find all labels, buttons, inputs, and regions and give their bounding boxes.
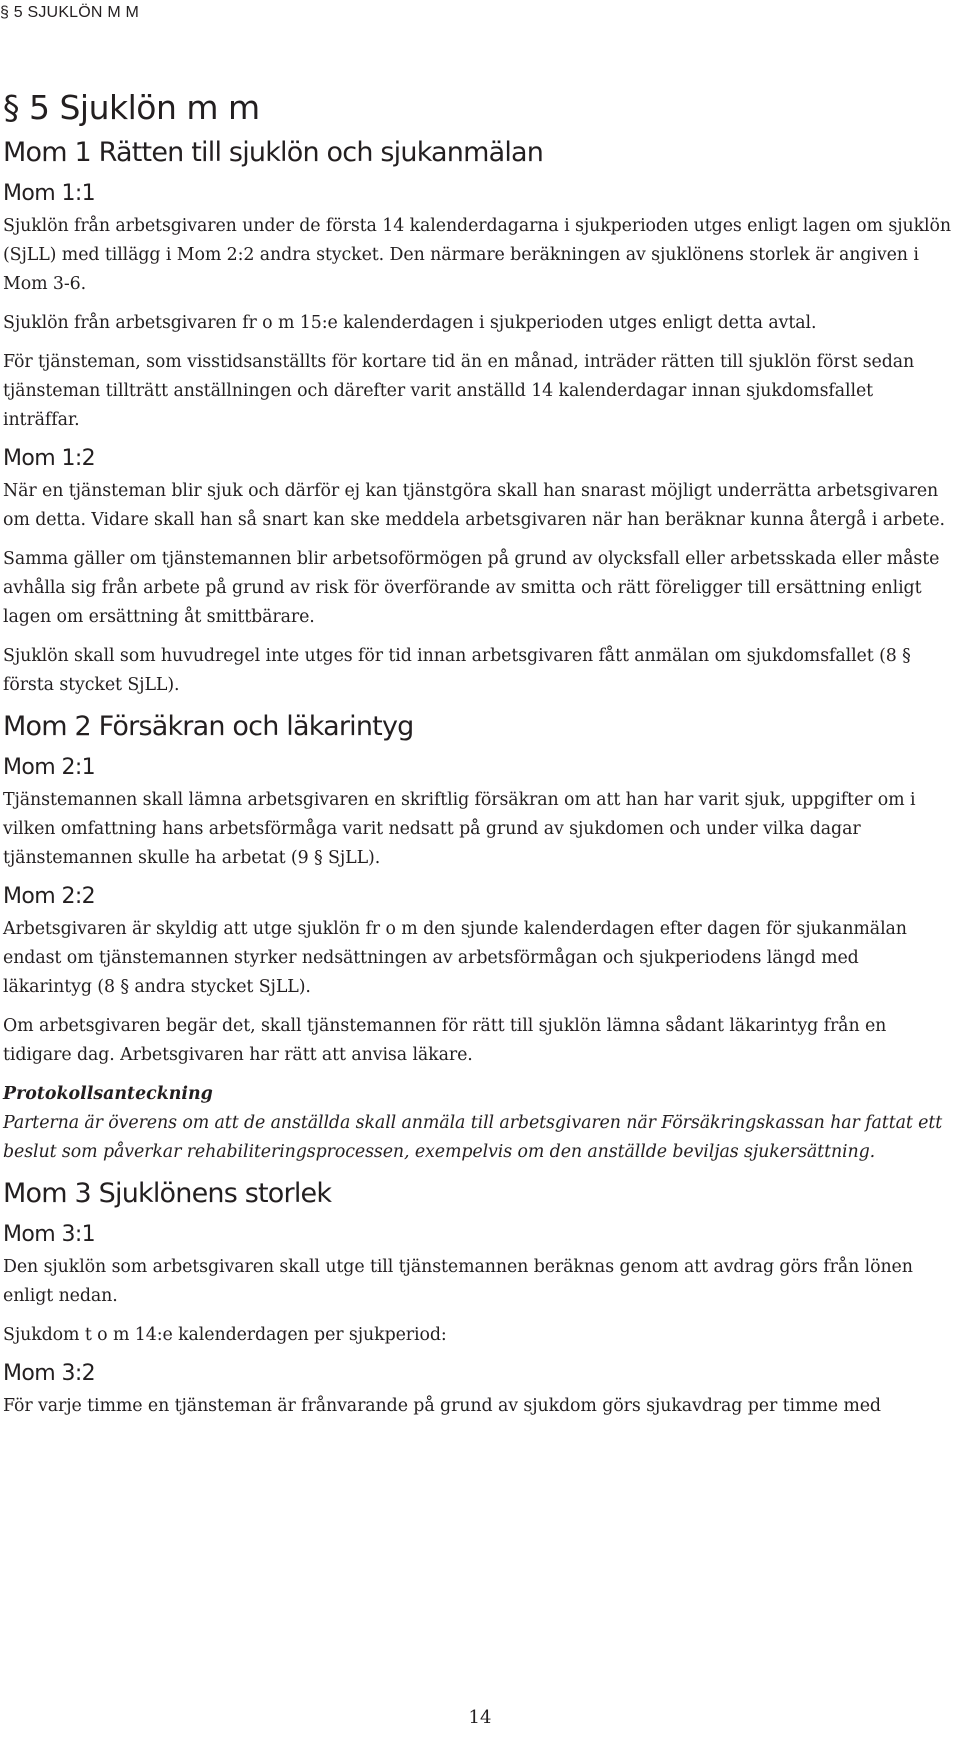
mom1-2-heading: Mom 1:2 [3,446,96,471]
mom2-1-paragraph: Tjänstemannen skall lämna arbetsgivaren en skriftlig försäkran om att han har varit sjuk, uppgifter om i vilken omfattning hans arbetsförmåga varit nedsatt på grund av sjukdomen och under vilka dagar tjänstemannen skulle ha arbetat (9 § SjLL). [3,790,916,868]
mom2-2-paragraph: Arbetsgivaren är skyldig att utge sjuklön fr o m den sjunde kalenderdagen efter dagen för sjukanmälan endast om tjänstemannen styrker nedsättningen av arbetsförmågan och sjukperiodens längd med läkarintyg (8 § andra stycket SjLL). [3,919,907,997]
mom1-1-paragraph: Sjuklön från arbetsgivaren under de första 14 kalenderdagarna i sjukperioden utges enligt lagen om sjuklön (SjLL) med tillägg i Mom 2:2 andra stycket. Den närmare beräkningen av sjuklönens storlek är angiven i Mom 3-6. [3,216,951,294]
mom2-2-paragraph: Om arbetsgivaren begär det, skall tjänstemannen för rätt till sjuklön lämna sådant läkarintyg från en tidigare dag. Arbetsgivaren har rätt att anvisa läkare. [3,1016,887,1065]
mom2-2-heading: Mom 2:2 [3,884,96,909]
mom3-1-paragraph: Den sjuklön som arbetsgivaren skall utge till tjänstemannen beräknas genom att avdrag görs från lönen enligt nedan. [3,1257,913,1306]
mom3-heading: Mom 3 Sjuklönens storlek [3,1178,332,1209]
protocol-note-title: Protokollsanteckning [3,1084,213,1104]
mom3-2-paragraph: För varje timme en tjänsteman är frånvarande på grund av sjukdom görs sjukavdrag per timme med [3,1396,881,1416]
mom1-1-heading: Mom 1:1 [3,181,96,206]
mom3-2-heading: Mom 3:2 [3,1361,96,1386]
mom1-1-paragraph: Sjuklön från arbetsgivaren fr o m 15:e kalenderdagen i sjukperioden utges enligt detta avtal. [3,313,817,333]
running-head: § 5 SJUKLÖN M M [0,4,140,21]
document-body [3,88,951,1431]
mom2-heading: Mom 2 Försäkran och läkarintyg [3,711,414,742]
mom3-1-heading: Mom 3:1 [3,1222,96,1247]
page-number: 14 [468,1707,492,1728]
section-title: § 5 Sjuklön m m [3,88,260,127]
mom1-heading: Mom 1 Rätten till sjuklön och sjukanmälan [3,137,544,168]
mom2-1-heading: Mom 2:1 [3,755,96,780]
mom1-2-paragraph: Sjuklön skall som huvudregel inte utges för tid innan arbetsgivaren fått anmälan om sjukdomsfallet (8 § första stycket SjLL). [3,646,911,695]
mom1-2-paragraph: Samma gäller om tjänstemannen blir arbetsoförmögen på grund av olycksfall eller arbetsskada eller måste avhålla sig från arbete på grund av risk för överförande av smitta och rätt föreligger till ersättning enligt lagen om ersättning åt smittbärare. [3,549,940,627]
protocol-note-text: Parterna är överens om att de anställda skall anmäla till arbetsgivaren när Försäkringskassan har fattat ett beslut som påverkar rehabiliteringsprocessen, exempelvis om den anställde beviljas sjukersättning. [3,1113,943,1162]
mom1-2-paragraph: När en tjänsteman blir sjuk och därför ej kan tjänstgöra skall han snarast möjligt underrätta arbetsgivaren om detta. Vidare skall han så snart kan ske meddela arbetsgivaren när han beräknar kunna återgå i arbete. [3,481,945,530]
mom1-1-paragraph: För tjänsteman, som visstidsanställts för kortare tid än en månad, inträder rätten till sjuklön först sedan tjänsteman tillträtt anställningen och därefter varit anställd 14 kalenderdagar innan sjukdomsfallet inträffar. [3,352,915,430]
mom3-1-paragraph: Sjukdom t o m 14:e kalenderdagen per sjukperiod: [3,1325,447,1345]
